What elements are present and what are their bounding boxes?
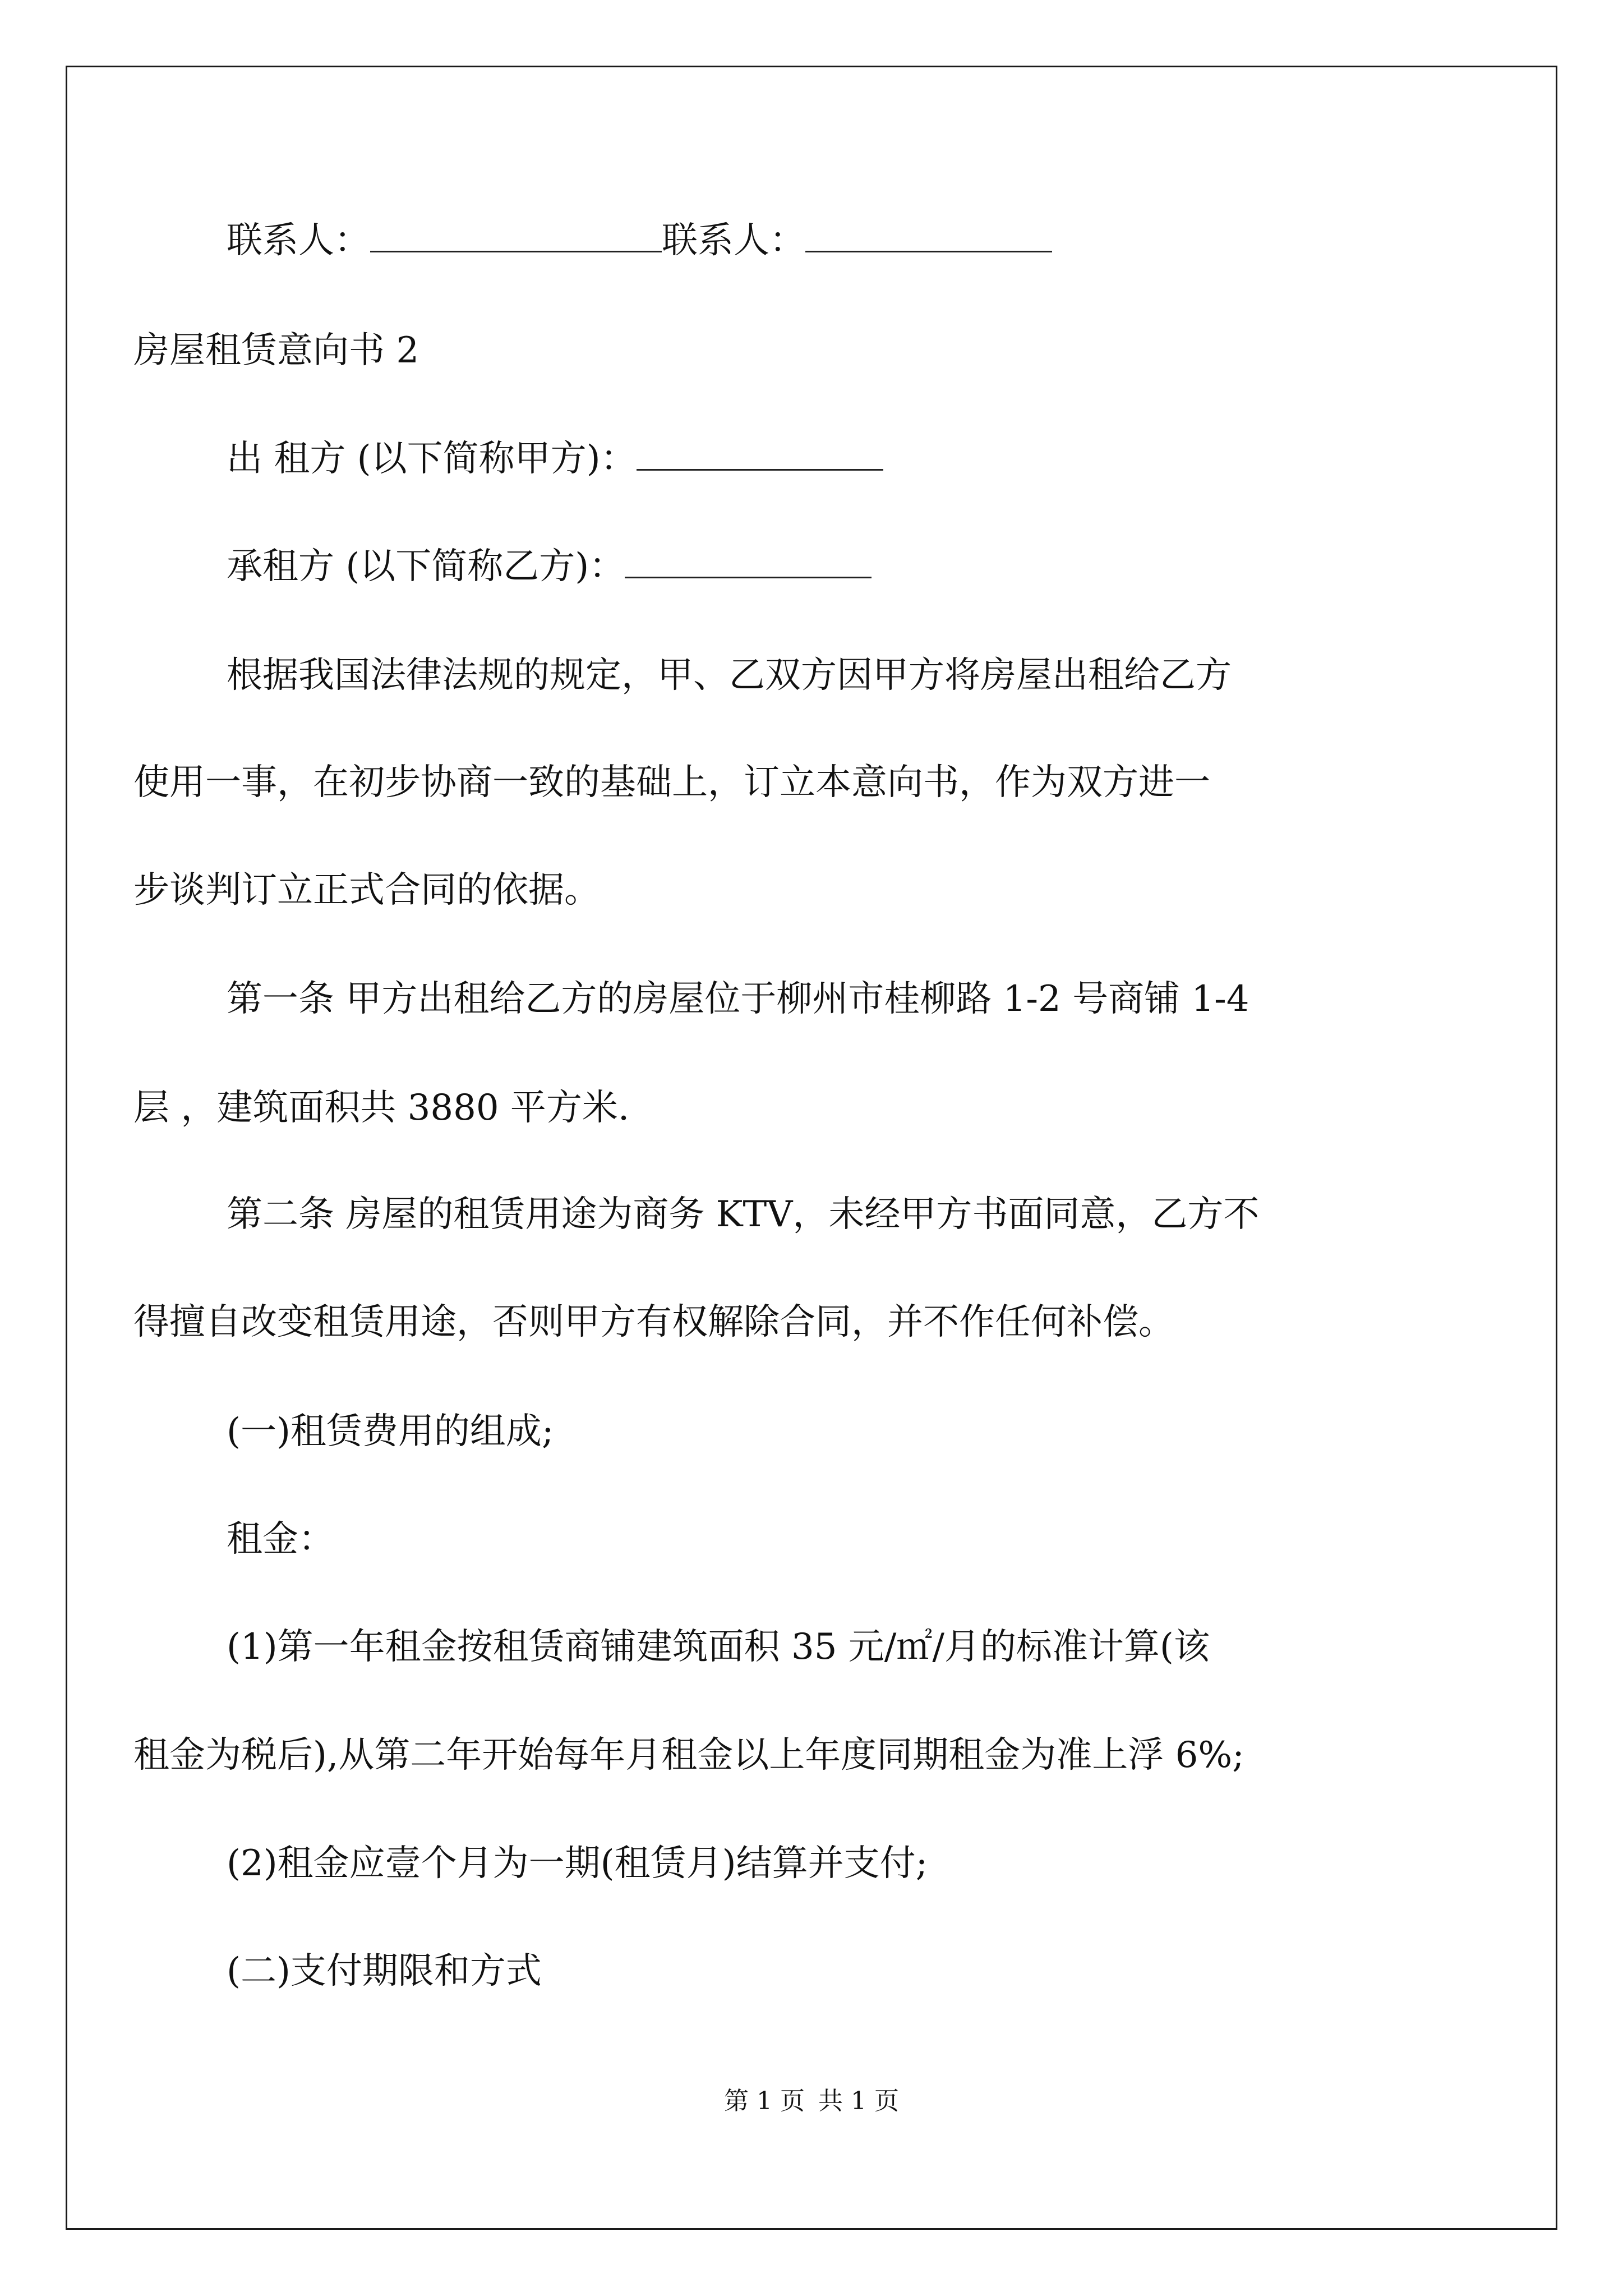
rent-item1-line-1: (1)第一年租金按租赁商铺建筑面积 35 元/㎡/月的标准计算(该 xyxy=(227,1626,1210,1668)
contact-label-a: 联系人： xyxy=(227,220,370,261)
lessee-label: 承租方 (以下简称乙方)： xyxy=(227,546,625,587)
section1-heading: (一)租赁费用的组成; xyxy=(227,1411,554,1452)
footer-page-number: 第 1 页 xyxy=(724,2087,805,2115)
section2-heading: (二)支付期限和方式 xyxy=(227,1950,542,1992)
lessor-label: 出 租方 (以下简称甲方)： xyxy=(227,438,637,480)
article2-line-2: 得擅自改变租赁用途，否则甲方有权解除合同，并不作任何补偿。 xyxy=(133,1301,1174,1343)
page-border xyxy=(66,66,1557,2230)
lessee-blank[interactable] xyxy=(625,544,872,578)
rent-item1-line-2: 租金为税后),从第二年开始每年月租金以上年度同期租金为准上浮 6%; xyxy=(133,1734,1244,1776)
intro-line-2: 使用一事，在初步协商一致的基础上，订立本意向书，作为双方进一 xyxy=(133,762,1210,803)
rent-label: 租金： xyxy=(227,1519,334,1560)
intro-line-3: 步谈判订立正式合同的依据。 xyxy=(133,869,600,911)
doc-title: 房屋租赁意向书 2 xyxy=(133,330,419,371)
lessee-line xyxy=(227,544,872,589)
page-footer xyxy=(0,2086,1623,2117)
rent-item2: (2)租金应壹个月为一期(租赁月)结算并支付; xyxy=(227,1843,928,1884)
article2-line-1: 第二条 房屋的租赁用途为商务 KTV，未经甲方书面同意，乙方不 xyxy=(227,1194,1260,1235)
lessor-line xyxy=(227,436,883,481)
contact-line xyxy=(227,218,1052,263)
contact-label-b: 联系人： xyxy=(662,220,805,261)
contact-blank-a[interactable] xyxy=(370,218,662,252)
article1-line-1: 第一条 甲方出租给乙方的房屋位于柳州市桂柳路 1-2 号商铺 1-4 xyxy=(227,978,1249,1020)
intro-line-1: 根据我国法律法规的规定，甲、乙双方因甲方将房屋出租给乙方 xyxy=(227,655,1232,696)
footer-total-pages: 共 1 页 xyxy=(818,2087,899,2115)
lessor-blank[interactable] xyxy=(637,436,883,471)
article1-line-2: 层 ，建筑面积共 3880 平方米. xyxy=(133,1087,630,1129)
contact-blank-b[interactable] xyxy=(805,218,1052,252)
